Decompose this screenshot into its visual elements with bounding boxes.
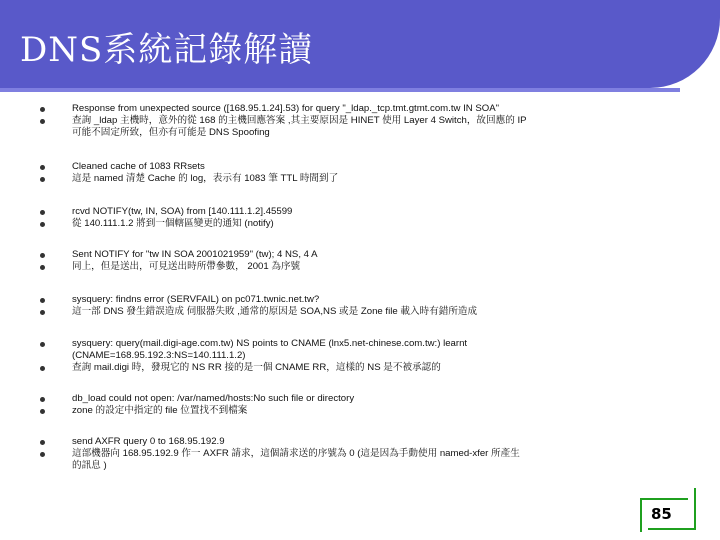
item-line — [0, 362, 700, 374]
bullet-icon — [40, 222, 45, 227]
item-line — [0, 249, 700, 261]
item-text: 這一部 DNS 發生錯誤造成 伺服器失敗 ,通常的原因是 SOA,NS 或是 Zone file 載入時有錯所造成 — [72, 306, 478, 317]
bullet-icon — [40, 310, 45, 315]
bullet-icon — [40, 265, 45, 270]
bullet-icon — [40, 119, 45, 124]
bullet-icon — [40, 298, 45, 303]
item-line — [0, 350, 700, 362]
bullet-icon — [40, 409, 45, 414]
item-text: 的訊息 ) — [72, 460, 107, 471]
page-number: 85 — [651, 505, 672, 523]
item-text: 從 140.111.1.2 將到一個轄區變更的通知 (notify) — [72, 218, 274, 229]
item-line — [0, 294, 700, 306]
item-text: 查詢 mail.digi 時，發現它的 NS RR 接的是一個 CNAME RR，這樣的 NS 是不被承認的 — [72, 362, 441, 373]
list-item — [0, 393, 700, 417]
item-text: Sent NOTIFY for "tw IN SOA 2001021959" (tw); 4 NS, 4 A — [72, 249, 318, 260]
item-text: sysquery: query(mail.digi-age.com.tw) NS points to CNAME (lnx5.net-chinese.com.tw:) learnt — [72, 338, 468, 349]
bullet-icon — [40, 397, 45, 402]
item-text: 可能不固定所致，但亦有可能是 DNS Spoofing — [72, 127, 270, 138]
item-line — [0, 448, 700, 460]
item-text: Cleaned cache of 1083 RRsets — [72, 161, 205, 172]
slide-title: DNS系統記錄解讀 — [20, 30, 314, 70]
item-line — [0, 115, 700, 127]
bullet-icon — [40, 342, 45, 347]
item-line — [0, 460, 700, 472]
list-item — [0, 294, 700, 318]
item-text: zone 的設定中指定的 file 位置找不到檔案 — [72, 405, 248, 416]
title-bar — [0, 0, 720, 88]
item-text: send AXFR query 0 to 168.95.192.9 — [72, 436, 225, 447]
item-line — [0, 161, 700, 173]
item-text: 這部機器向 168.95.192.9 作一 AXFR 請求，這個請求送的序號為 0 (這是因為手動使用 named-xfer 所產生 — [72, 448, 520, 459]
item-line — [0, 338, 700, 350]
bullet-icon — [40, 440, 45, 445]
item-line — [0, 393, 700, 405]
list-item — [0, 103, 700, 139]
bullet-icon — [40, 107, 45, 112]
item-text: sysquery: findns error (SERVFAIL) on pc071.twnic.net.tw? — [72, 294, 320, 305]
list-item — [0, 338, 700, 374]
item-text: db_load could not open: /var/named/hosts:No such file or directory — [72, 393, 355, 404]
item-text: (CNAME=168.95.192.3:NS=140.111.1.2) — [72, 350, 246, 361]
item-line — [0, 127, 700, 139]
item-text: 查詢 _ldap 主機時，意外的從 168 的主機回應答案 ,其主要原因是 HINET 使用 Layer 4 Switch，故回應的 IP — [72, 115, 527, 126]
list-item — [0, 436, 700, 472]
item-line — [0, 218, 700, 230]
bullet-icon — [40, 165, 45, 170]
bullet-icon — [40, 210, 45, 215]
item-line — [0, 103, 700, 115]
item-text: rcvd NOTIFY(tw, IN, SOA) from [140.111.1.2].45599 — [72, 206, 293, 217]
item-line — [0, 405, 700, 417]
item-line — [0, 261, 700, 273]
item-line — [0, 436, 700, 448]
item-text: 同上，但是送出，可見送出時所帶參數， 2001 為序號 — [72, 261, 301, 272]
bullet-icon — [40, 366, 45, 371]
item-text: Response from unexpected source ([168.95.1.24].53) for query "_ldap._tcp.tmt.gtmt.com.tw IN SOA" — [72, 103, 500, 114]
bullet-icon — [40, 452, 45, 457]
bullet-icon — [40, 177, 45, 182]
item-line — [0, 206, 700, 218]
item-text: 這是 named 清楚 Cache 的 log，表示有 1083 筆 TTL 時間到了 — [72, 173, 339, 184]
item-line — [0, 306, 700, 318]
list-item — [0, 161, 700, 185]
bullet-icon — [40, 253, 45, 258]
list-item — [0, 249, 700, 273]
item-line — [0, 173, 700, 185]
list-item — [0, 206, 700, 230]
